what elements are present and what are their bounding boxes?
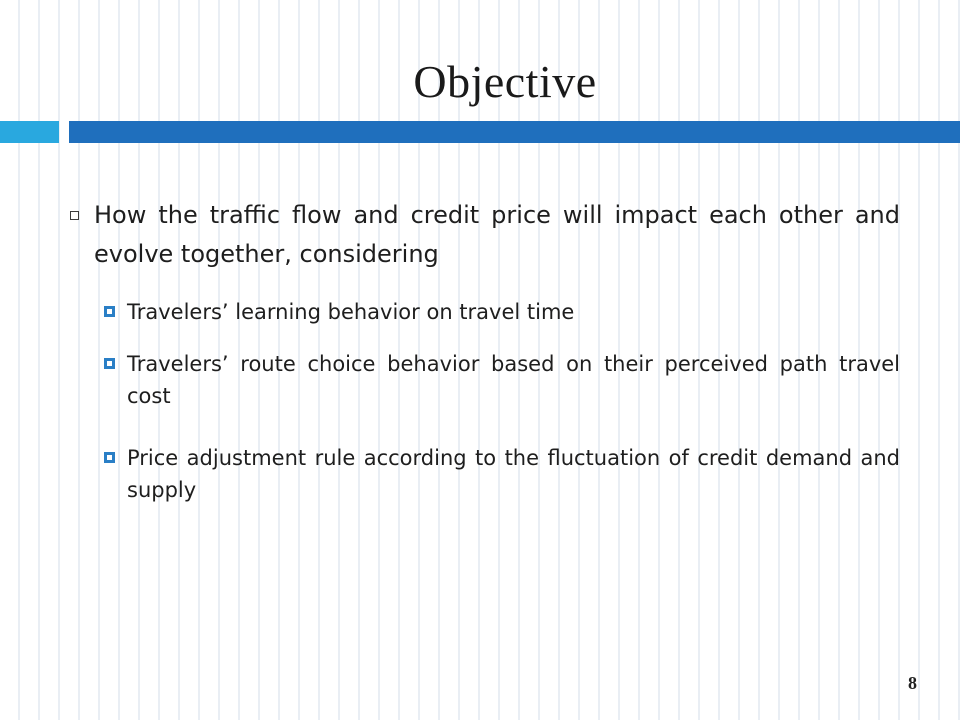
square-bullet-icon (104, 358, 115, 369)
bullet-level2-text: Travelers’ route choice behavior based on their perceived path travel cost (127, 352, 900, 408)
bullet-level2-text: Price adjustment rule according to the fluctuation of credit demand and supply (127, 446, 900, 502)
square-bullet-icon (104, 452, 115, 463)
bullet-level2-text: Travelers’ learning behavior on travel time (127, 300, 575, 324)
title-accent-bar-right (69, 121, 960, 143)
bullet-level2 (104, 442, 900, 506)
bullet-level2 (104, 348, 900, 412)
page-number: 8 (908, 673, 917, 693)
slide-title: Objective (413, 56, 597, 107)
hollow-square-icon (70, 211, 79, 220)
square-bullet-icon (104, 306, 115, 317)
bullet-level1 (70, 196, 900, 274)
bullet-level1-text: How the traffic flow and credit price will impact each other and evolve together, considering (94, 201, 900, 268)
bullet-level2 (104, 296, 900, 328)
title-accent-bar-left (0, 121, 59, 143)
